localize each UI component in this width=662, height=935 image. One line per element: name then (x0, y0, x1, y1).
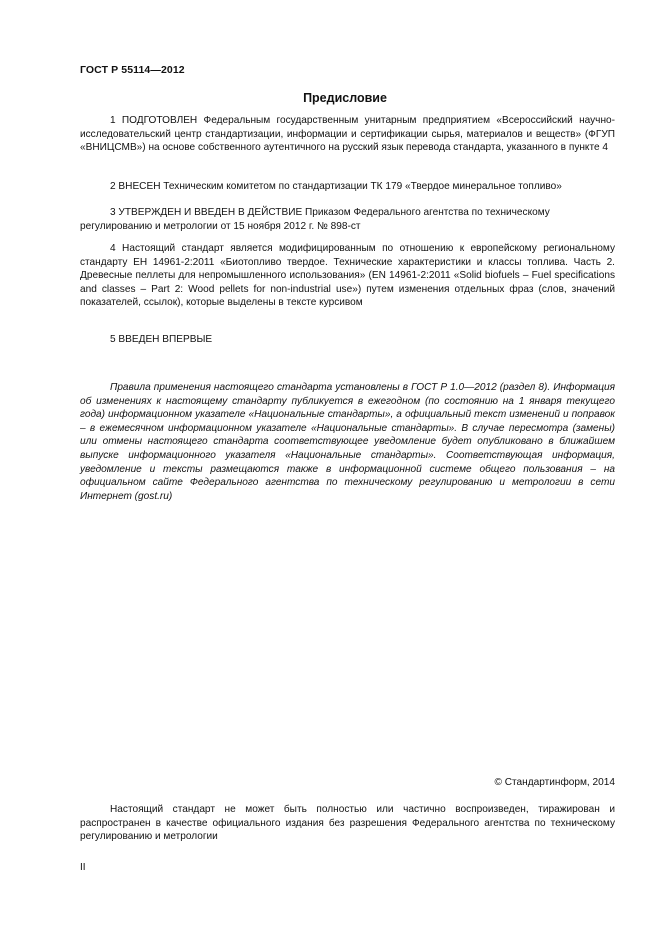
page-title (0, 91, 662, 105)
standard-code-header: ГОСТ Р 55114—2012 (80, 64, 185, 76)
paragraph-application-rules: Правила применения настоящего стандарта установлены в ГОСТ Р 1.0—2012 (раздел 8). Информация об изменениях к настоящему стандарту публикуется в ежегодном (по состоянию на 1 января текущего года) информационном указателе «Национальные стандарты», а официальный текст изменений и поправок – в ежемесячном информационном указателе «Национальные стандарты». В случае пересмотра (замены) или отмены настоящего стандарта соответствующее уведомление будет опубликовано в ближайшем выпуске информационного указателя «Национальные стандарты». Соответствующая информация, уведомление и тексты размещаются также в информационной системе общего пользования – на официальном сайте Федерального агентства по техническому регулированию и метрологии в сети Интернет (gost.ru) (80, 382, 615, 502)
paragraph-prepared-by: 1 ПОДГОТОВЛЕН Федеральным государственным унитарным предприятием «Всероссийский научно-исследовательский центр стандартизации, информации и сертификации сырья, материалов и веществ» (ФГУП «ВНИЦСМВ») на основе собственного аутентичного на русский язык перевода стандарта, указанного в пункте 4 (80, 115, 615, 154)
paragraph-modified-standard: 4 Настоящий стандарт является модифицированным по отношению к европейскому региональному стандарту ЕН 14961-2:2011 «Биотопливо твердое. Технические характеристики и классы топлива. Часть 2. Древесные пеллеты для непромышленного использования» (EN 14961-2:2011 «Solid biofuels – Fuel specifications and classes – Part 2: Wood pellets for non-industrial use») путем изменения отдельных фраз (слов, значений показателей, ссылок), которые выделены в тексте курсивом (80, 243, 615, 309)
paragraph-introduced-first: 5 ВВЕДЕН ВПЕРВЫЕ (110, 334, 213, 345)
paragraph-reproduction-notice: Настоящий стандарт не может быть полностью или частично воспроизведен, тиражирован и распространен в качестве официального издания без разрешения Федерального агентства по техническому регулированию и метрологии (80, 804, 615, 843)
copyright-notice: © Стандартинформ, 2014 (494, 777, 615, 788)
page-number: II (80, 862, 86, 873)
paragraph-introduced-by: 2 ВНЕСЕН Техническим комитетом по стандартизации ТК 179 «Твердое минеральное топливо» (110, 181, 562, 192)
page-title-text: Предисловие (303, 91, 387, 105)
paragraph-approved: 3 УТВЕРЖДЕН И ВВЕДЕН В ДЕЙСТВИЕ Приказом Федерального агентства по техническому регулированию и метрологии от 15 ноября 2012 г. № 898-ст (80, 207, 550, 232)
